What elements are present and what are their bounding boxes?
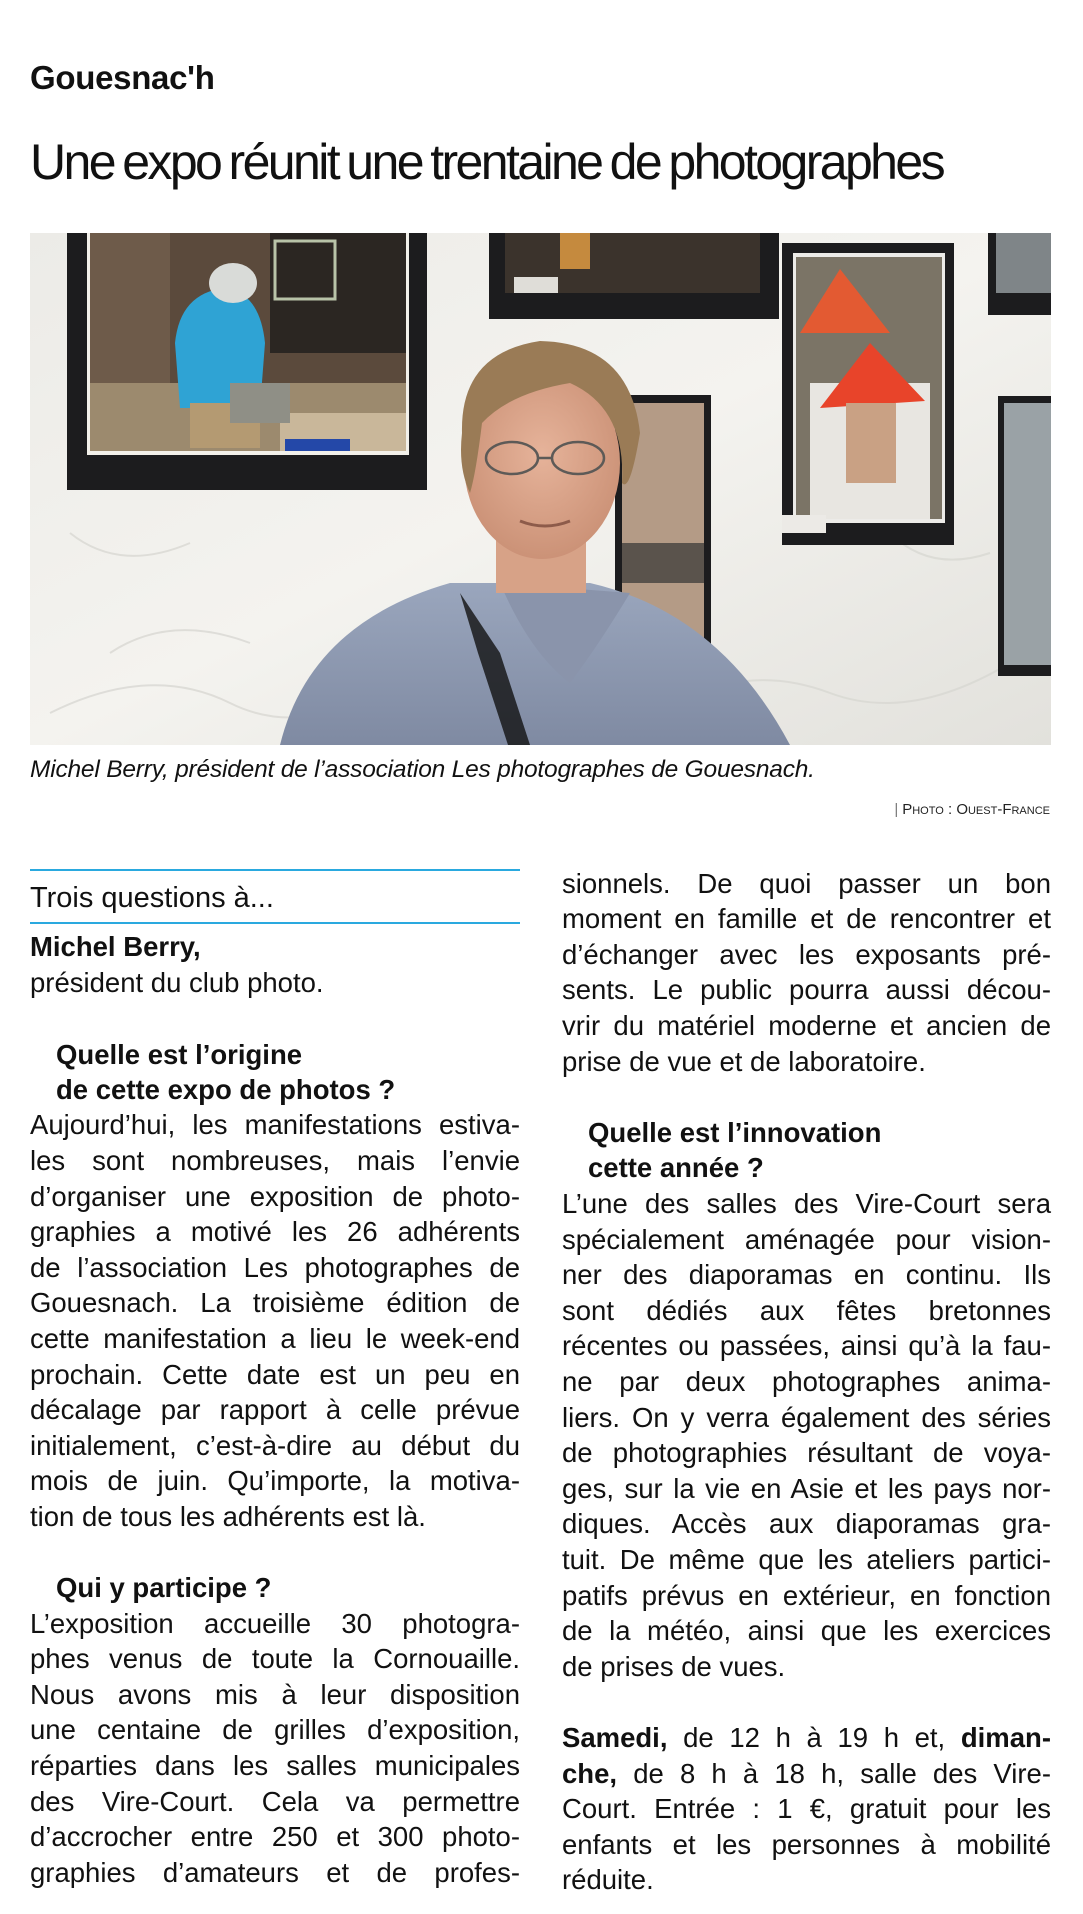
answer-line: réparties dans les salles municipales — [30, 1750, 520, 1781]
framed-photo-top-center — [489, 233, 779, 319]
photo-credit — [894, 800, 1050, 820]
answer-line: décalage par rapport à celle prévue — [30, 1394, 520, 1425]
answer-line: de prises de vues. — [562, 1651, 786, 1682]
answer-line: spécialement aménagée pour vision- — [562, 1224, 1051, 1255]
box-bottom-rule — [30, 922, 520, 924]
answer-line: L’exposition accueille 30 photogra- — [30, 1608, 520, 1639]
practical-info-line: réduite. — [562, 1864, 654, 1895]
answer-line: sionnels. De quoi passer un bon — [562, 868, 1051, 899]
answer-line: vrir du matériel moderne et ancien de — [562, 1010, 1051, 1041]
answer-line: initialement, c’est-à-dire au début du — [30, 1430, 520, 1461]
practical-info-line: enfants et les personnes à mobilité — [562, 1829, 1051, 1860]
photo-caption: Michel Berry, président de l’association Les photographes de Gouesnach. — [30, 756, 815, 783]
answer-line: tion de tous les adhérents est là. — [30, 1501, 426, 1532]
answer-line: graphies d’amateurs et de profes- — [30, 1857, 520, 1888]
day-sunday-part1: diman- — [960, 1722, 1051, 1753]
question-heading: Qui y participe ? — [56, 1572, 272, 1603]
answer-line: d’organiser une exposition de photo- — [30, 1181, 520, 1212]
box-top-rule — [30, 869, 520, 871]
practical-info-line: Court. Entrée : 1 €, gratuit pour les — [562, 1793, 1051, 1824]
answer-line: phes venus de toute la Cornouaille. — [30, 1643, 520, 1674]
framed-photo-conical-hats — [782, 243, 954, 545]
question-heading: Quelle est l’origine — [56, 1039, 303, 1070]
day-saturday: Samedi, — [562, 1722, 668, 1753]
answer-line: liers. On y verra également des séries — [562, 1402, 1051, 1433]
question-heading: Quelle est l’innovation — [588, 1117, 882, 1148]
answer-line: diques. Accès aux diaporamas gra- — [562, 1508, 1051, 1539]
answer-line: Nous avons mis à leur disposition — [30, 1679, 520, 1710]
answer-line: ner des diaporamas en continu. Ils — [562, 1259, 1051, 1290]
answer-line: prochain. Cette date est un peu en — [30, 1359, 520, 1390]
answer-line: mois de juin. Qu’importe, la motiva- — [30, 1465, 520, 1496]
answer-line: d’accrocher entre 250 et 300 photo- — [30, 1821, 520, 1852]
answer-line: une centaine de grilles d’exposition, — [30, 1714, 520, 1745]
answer-line: les sont nombreuses, mais l’envie — [30, 1145, 520, 1176]
answer-line: Aujourd’hui, les manifestations estiva- — [30, 1109, 520, 1140]
answer-line: ges, sur la vie en Asie et les pays nor- — [562, 1473, 1051, 1504]
practical-info-line — [562, 1720, 1051, 1756]
answer-line: L’une des salles des Vire-Court sera — [562, 1188, 1051, 1219]
credit-text: Photo : Ouest-France — [902, 801, 1050, 818]
answer-line: cette manifestation a lieu le week-end — [30, 1323, 520, 1354]
answer-line: récentes ou passées, ainsi qu’à la fau- — [562, 1330, 1051, 1361]
day-sunday-part2: che, — [562, 1758, 618, 1789]
article-photo — [30, 233, 1051, 745]
answer-line: prise de vue et de laboratoire. — [562, 1046, 926, 1077]
answer-line: sents. Le public pourra aussi décou- — [562, 974, 1051, 1005]
answer-line: patifs prévus en extérieur, en fonction — [562, 1580, 1051, 1611]
interviewee-role: président du club photo. — [30, 967, 324, 998]
sunday-hours-venue: de 8 h à 18 h, salle des Vire- — [617, 1758, 1051, 1789]
practical-info-line — [562, 1756, 1051, 1792]
location-kicker: Gouesnac'h — [30, 59, 215, 96]
answer-line: Gouesnach. La troisième édition de — [30, 1287, 520, 1318]
photo-illustration — [30, 233, 1051, 745]
answer-line: tuit. De même que les ateliers partici- — [562, 1544, 1051, 1575]
answer-line: des Vire-Court. Cela va permettre — [30, 1786, 520, 1817]
answer-line: moment en famille et de rencontrer et — [562, 903, 1051, 934]
answer-line: ne par deux photographes anima- — [562, 1366, 1051, 1397]
answer-line: d’échanger avec les exposants pré- — [562, 939, 1051, 970]
answer-line: graphies a motivé les 26 adhérents — [30, 1216, 520, 1247]
interviewee-name: Michel Berry, — [30, 931, 201, 962]
saturday-hours: de 12 h à 19 h et, — [667, 1722, 961, 1753]
credit-separator: | — [894, 801, 899, 818]
framed-photo-fisherman — [67, 233, 427, 490]
answer-line: de photographies résultant de voya- — [562, 1437, 1051, 1468]
article-headline: Une expo réunit une trentaine de photographes — [30, 134, 943, 190]
answer-line: de l’association Les photographes de — [30, 1252, 520, 1283]
question-heading: cette année ? — [588, 1152, 764, 1183]
answer-line: sont dédiés aux fêtes bretonnes — [562, 1295, 1051, 1326]
interview-box-title: Trois questions à... — [30, 882, 274, 914]
question-heading: de cette expo de photos ? — [56, 1074, 396, 1105]
answer-line: de la météo, ainsi que les exercices — [562, 1615, 1051, 1646]
